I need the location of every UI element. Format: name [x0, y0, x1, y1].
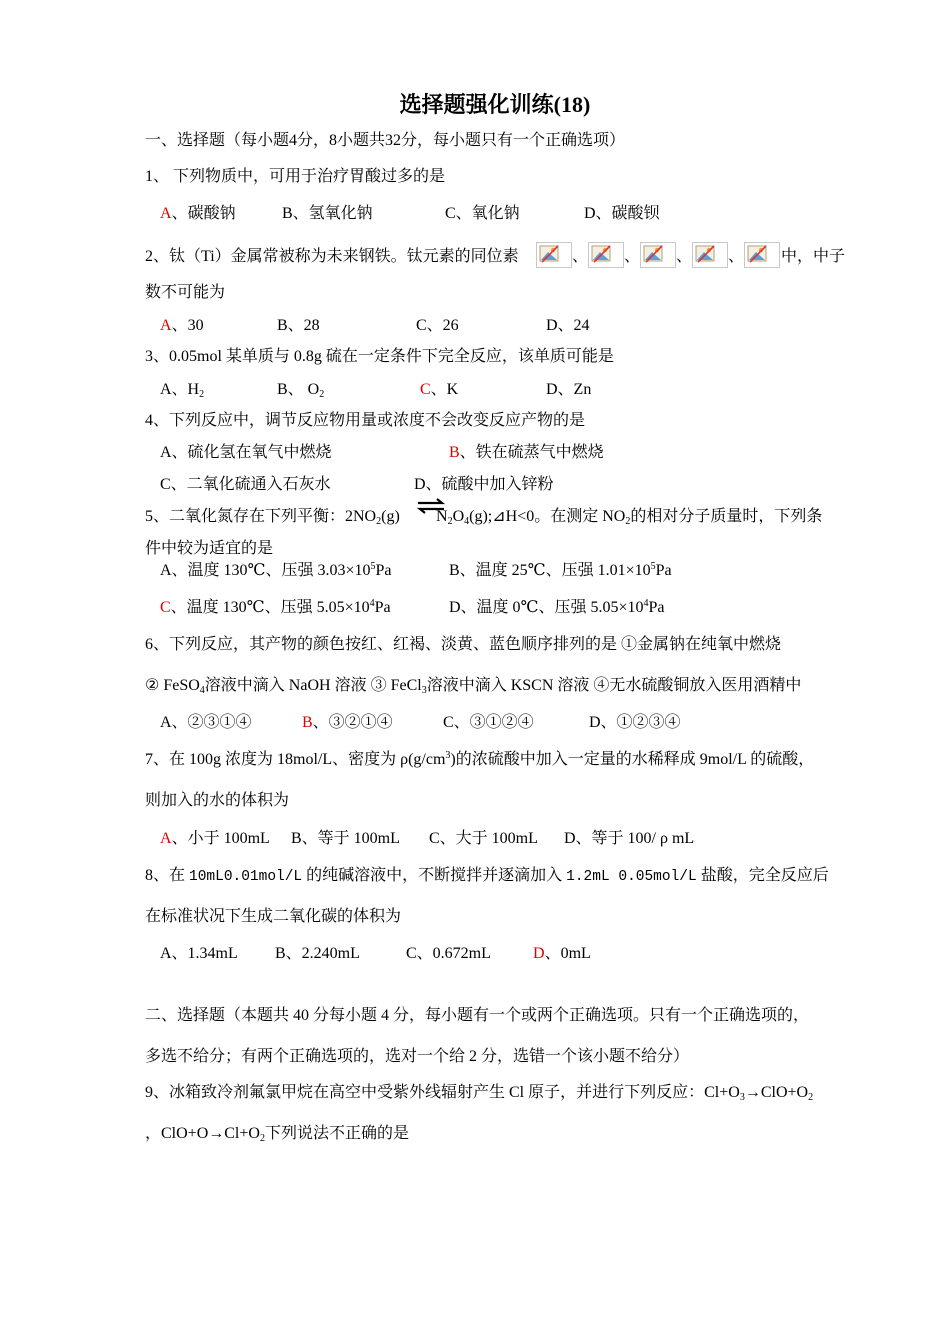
q4-option-d: D、硫酸中加入锌粉 [414, 476, 554, 493]
subscript: 2 [808, 1092, 814, 1103]
q5-option-a [160, 561, 391, 581]
option-text: 、③②①④ [312, 714, 393, 731]
q3-option-a [160, 380, 204, 400]
q3-option-b [277, 380, 324, 400]
stem-text: )的浓硫酸中加入一定量的水稀释成 9mol/L 的硫酸， [450, 751, 815, 768]
section2-header-line2: 多选不给分；有两个正确选项的，选对一个给 2 分，选错一个该小题不给分） [145, 1048, 690, 1065]
option-text: B、温度 25℃、压强 1.01×10 [449, 562, 651, 579]
q1-option-d: D、碳酸钡 [584, 205, 660, 222]
stem-text: (g) [381, 508, 400, 525]
broken-image-icon [536, 242, 572, 268]
subscript: 4 [199, 685, 205, 696]
stem-text: 8、在 [145, 867, 190, 884]
superscript: 4 [643, 598, 649, 609]
answer-letter: A [160, 317, 172, 334]
subscript: 3 [739, 1092, 745, 1103]
q2-stem-line2: 数不可能为 [145, 284, 226, 301]
stem-text: ，ClO+O→Cl+O [145, 1125, 260, 1142]
option-text: 、30 [171, 317, 204, 334]
subscript: 3 [421, 685, 427, 696]
stem-text: 9、冰箱致冷剂氟氯甲烷在高空中受紫外线辐射产生 Cl 原子，并进行下列反应：Cl+O [145, 1084, 740, 1101]
q2-stem-end: 中，中子 [781, 248, 846, 265]
q4-option-a: A、硫化氢在氧气中燃烧 [160, 444, 332, 461]
section1-header: 一、选择题（每小题4分，8小题共32分，每小题只有一个正确选项） [145, 132, 626, 149]
answer-letter: B [302, 714, 313, 731]
q2-option-d: D、24 [546, 317, 590, 334]
stem-text: (g);⊿H<0。在测定 NO [469, 508, 626, 525]
subscript: 2 [319, 389, 325, 400]
q4-option-c: C、二氧化硫通入石灰水 [160, 476, 331, 493]
stem-text: 的纯碱溶液中，不断搅拌并逐滴加入 [302, 867, 567, 884]
subscript: 2 [447, 516, 453, 527]
broken-image-icon [744, 242, 780, 268]
isotope-separator: 、 [572, 248, 589, 265]
q8-option-d [533, 944, 591, 964]
q8-option-a: A、1.34mL [160, 945, 238, 962]
q7-option-a [160, 829, 270, 849]
broken-image-icon [692, 242, 728, 268]
option-text: B、 O [277, 381, 320, 398]
subscript: 2 [259, 1133, 265, 1144]
answer-letter: B [449, 444, 460, 461]
stem-text: 盐酸，完全反应后 [696, 867, 829, 884]
section2-header: 二、选择题（本题共 40 分每小题 4 分，每小题有一个或两个正确选项。只有一个正确选项的， [145, 1007, 810, 1024]
answer-letter: C [160, 599, 171, 616]
option-text: Pa [648, 599, 665, 616]
option-text: 、小于 100mL [171, 830, 270, 847]
stem-text: →ClO+O [744, 1084, 809, 1101]
q1-option-c: C、氧化钠 [445, 205, 520, 222]
q3-stem: 3、0.05mol 某单质与 0.8g 硫在一定条件下完全反应，该单质可能是 [145, 348, 614, 365]
q9-stem [145, 1083, 813, 1103]
q4-stem: 4、下列反应中，调节反应物用量或浓度不会改变反应产物的是 [145, 412, 586, 429]
q7-stem [145, 750, 814, 770]
stem-text: ② FeSO [145, 677, 200, 694]
q7-option-c: C、大于 100mL [429, 830, 538, 847]
stem-text: 5、二氧化氮存在下列平衡：2NO [145, 508, 377, 525]
q6-option-b [302, 713, 393, 733]
superscript: 4 [369, 598, 375, 609]
superscript: 5 [650, 561, 656, 572]
q5-stem-part2 [436, 507, 822, 527]
option-text: Pa [375, 562, 392, 579]
q2-option-b: B、28 [277, 317, 320, 334]
q8-stem-line2: 在标准状况下生成二氧化碳的体积为 [145, 908, 402, 925]
q8-stem [145, 866, 829, 887]
option-text: A、温度 130℃、压强 3.03×10 [160, 562, 371, 579]
subscript: 2 [199, 389, 205, 400]
q6-stem-line2 [145, 676, 801, 696]
option-text: D、温度 0℃、压强 5.05×10 [449, 599, 644, 616]
q2-stem-start: 2、钛（Ti）金属常被称为未来钢铁。钛元素的同位素 [145, 248, 519, 265]
q5-stem-part1 [145, 507, 400, 527]
stem-text: 溶液中滴入 KSCN 溶液 ④无水硫酸铜放入医用酒精中 [426, 677, 802, 694]
isotope-separator: 、 [676, 248, 693, 265]
q5-option-c [160, 598, 391, 618]
q4-option-b [449, 443, 604, 463]
subscript: 2 [376, 516, 382, 527]
stem-text: 1.2mL 0.05mol/L [566, 869, 697, 885]
q1-stem: 1、 下列物质中，可用于治疗胃酸过多的是 [145, 168, 446, 185]
option-text: A、H [160, 381, 200, 398]
stem-text: 的相对分子质量时，下列条 [630, 508, 823, 525]
q9-stem-line2 [145, 1124, 409, 1144]
q7-option-b: B、等于 100mL [291, 830, 400, 847]
page-title: 选择题强化训练(18) [399, 92, 591, 117]
option-text: 、K [430, 381, 459, 398]
q6-option-a: A、②③①④ [160, 714, 252, 731]
q6-stem: 6、下列反应，其产物的颜色按红、红褐、淡黄、蓝色顺序排列的是 ①金属钠在纯氧中燃烧 [145, 636, 782, 653]
stem-text: 溶液中滴入 NaOH 溶液 ③ FeCl [204, 677, 422, 694]
isotope-separator: 、 [728, 248, 745, 265]
q8-option-b: B、2.240mL [275, 945, 360, 962]
q2-option-c: C、26 [416, 317, 459, 334]
answer-letter: D [533, 945, 545, 962]
option-text: 、铁在硫蒸气中燃烧 [459, 444, 604, 461]
stem-text: 下列说法不正确的是 [264, 1125, 409, 1142]
option-text: 、碳酸钠 [171, 205, 236, 222]
subscript: 2 [625, 516, 631, 527]
broken-image-icon [640, 242, 676, 268]
option-text: Pa [655, 562, 672, 579]
q7-stem-line2: 则加入的水的体积为 [145, 792, 290, 809]
q8-option-c: C、0.672mL [406, 945, 491, 962]
superscript: 3 [445, 750, 451, 761]
answer-letter: A [160, 830, 172, 847]
isotope-separator: 、 [624, 248, 641, 265]
stem-text: 10mL0.01mol/L [189, 869, 303, 885]
superscript: 5 [370, 561, 376, 572]
q6-option-c: C、③①②④ [443, 714, 534, 731]
q5-option-d [449, 598, 664, 618]
q1-option-b: B、氢氧化钠 [282, 205, 373, 222]
answer-letter: C [420, 381, 431, 398]
q5-stem-line2: 件中较为适宜的是 [145, 540, 274, 557]
q3-option-d: D、Zn [546, 381, 592, 398]
option-text: 、温度 130℃、压强 5.05×10 [170, 599, 370, 616]
stem-text: N [436, 508, 448, 525]
q2-option-a [160, 316, 204, 336]
stem-text: 7、在 100g 浓度为 18mol/L、密度为 ρ(g/cm [145, 751, 446, 768]
option-text: 、0mL [544, 945, 591, 962]
answer-letter: A [160, 205, 172, 222]
q6-option-d: D、①②③④ [589, 714, 681, 731]
q5-option-b [449, 561, 672, 581]
q7-option-d: D、等于 100/ ρ mL [564, 830, 695, 847]
option-text: Pa [374, 599, 391, 616]
q1-option-a [160, 204, 236, 224]
broken-image-icon [588, 242, 624, 268]
stem-text: O [452, 508, 465, 525]
subscript: 4 [464, 516, 470, 527]
q3-option-c [420, 380, 458, 400]
